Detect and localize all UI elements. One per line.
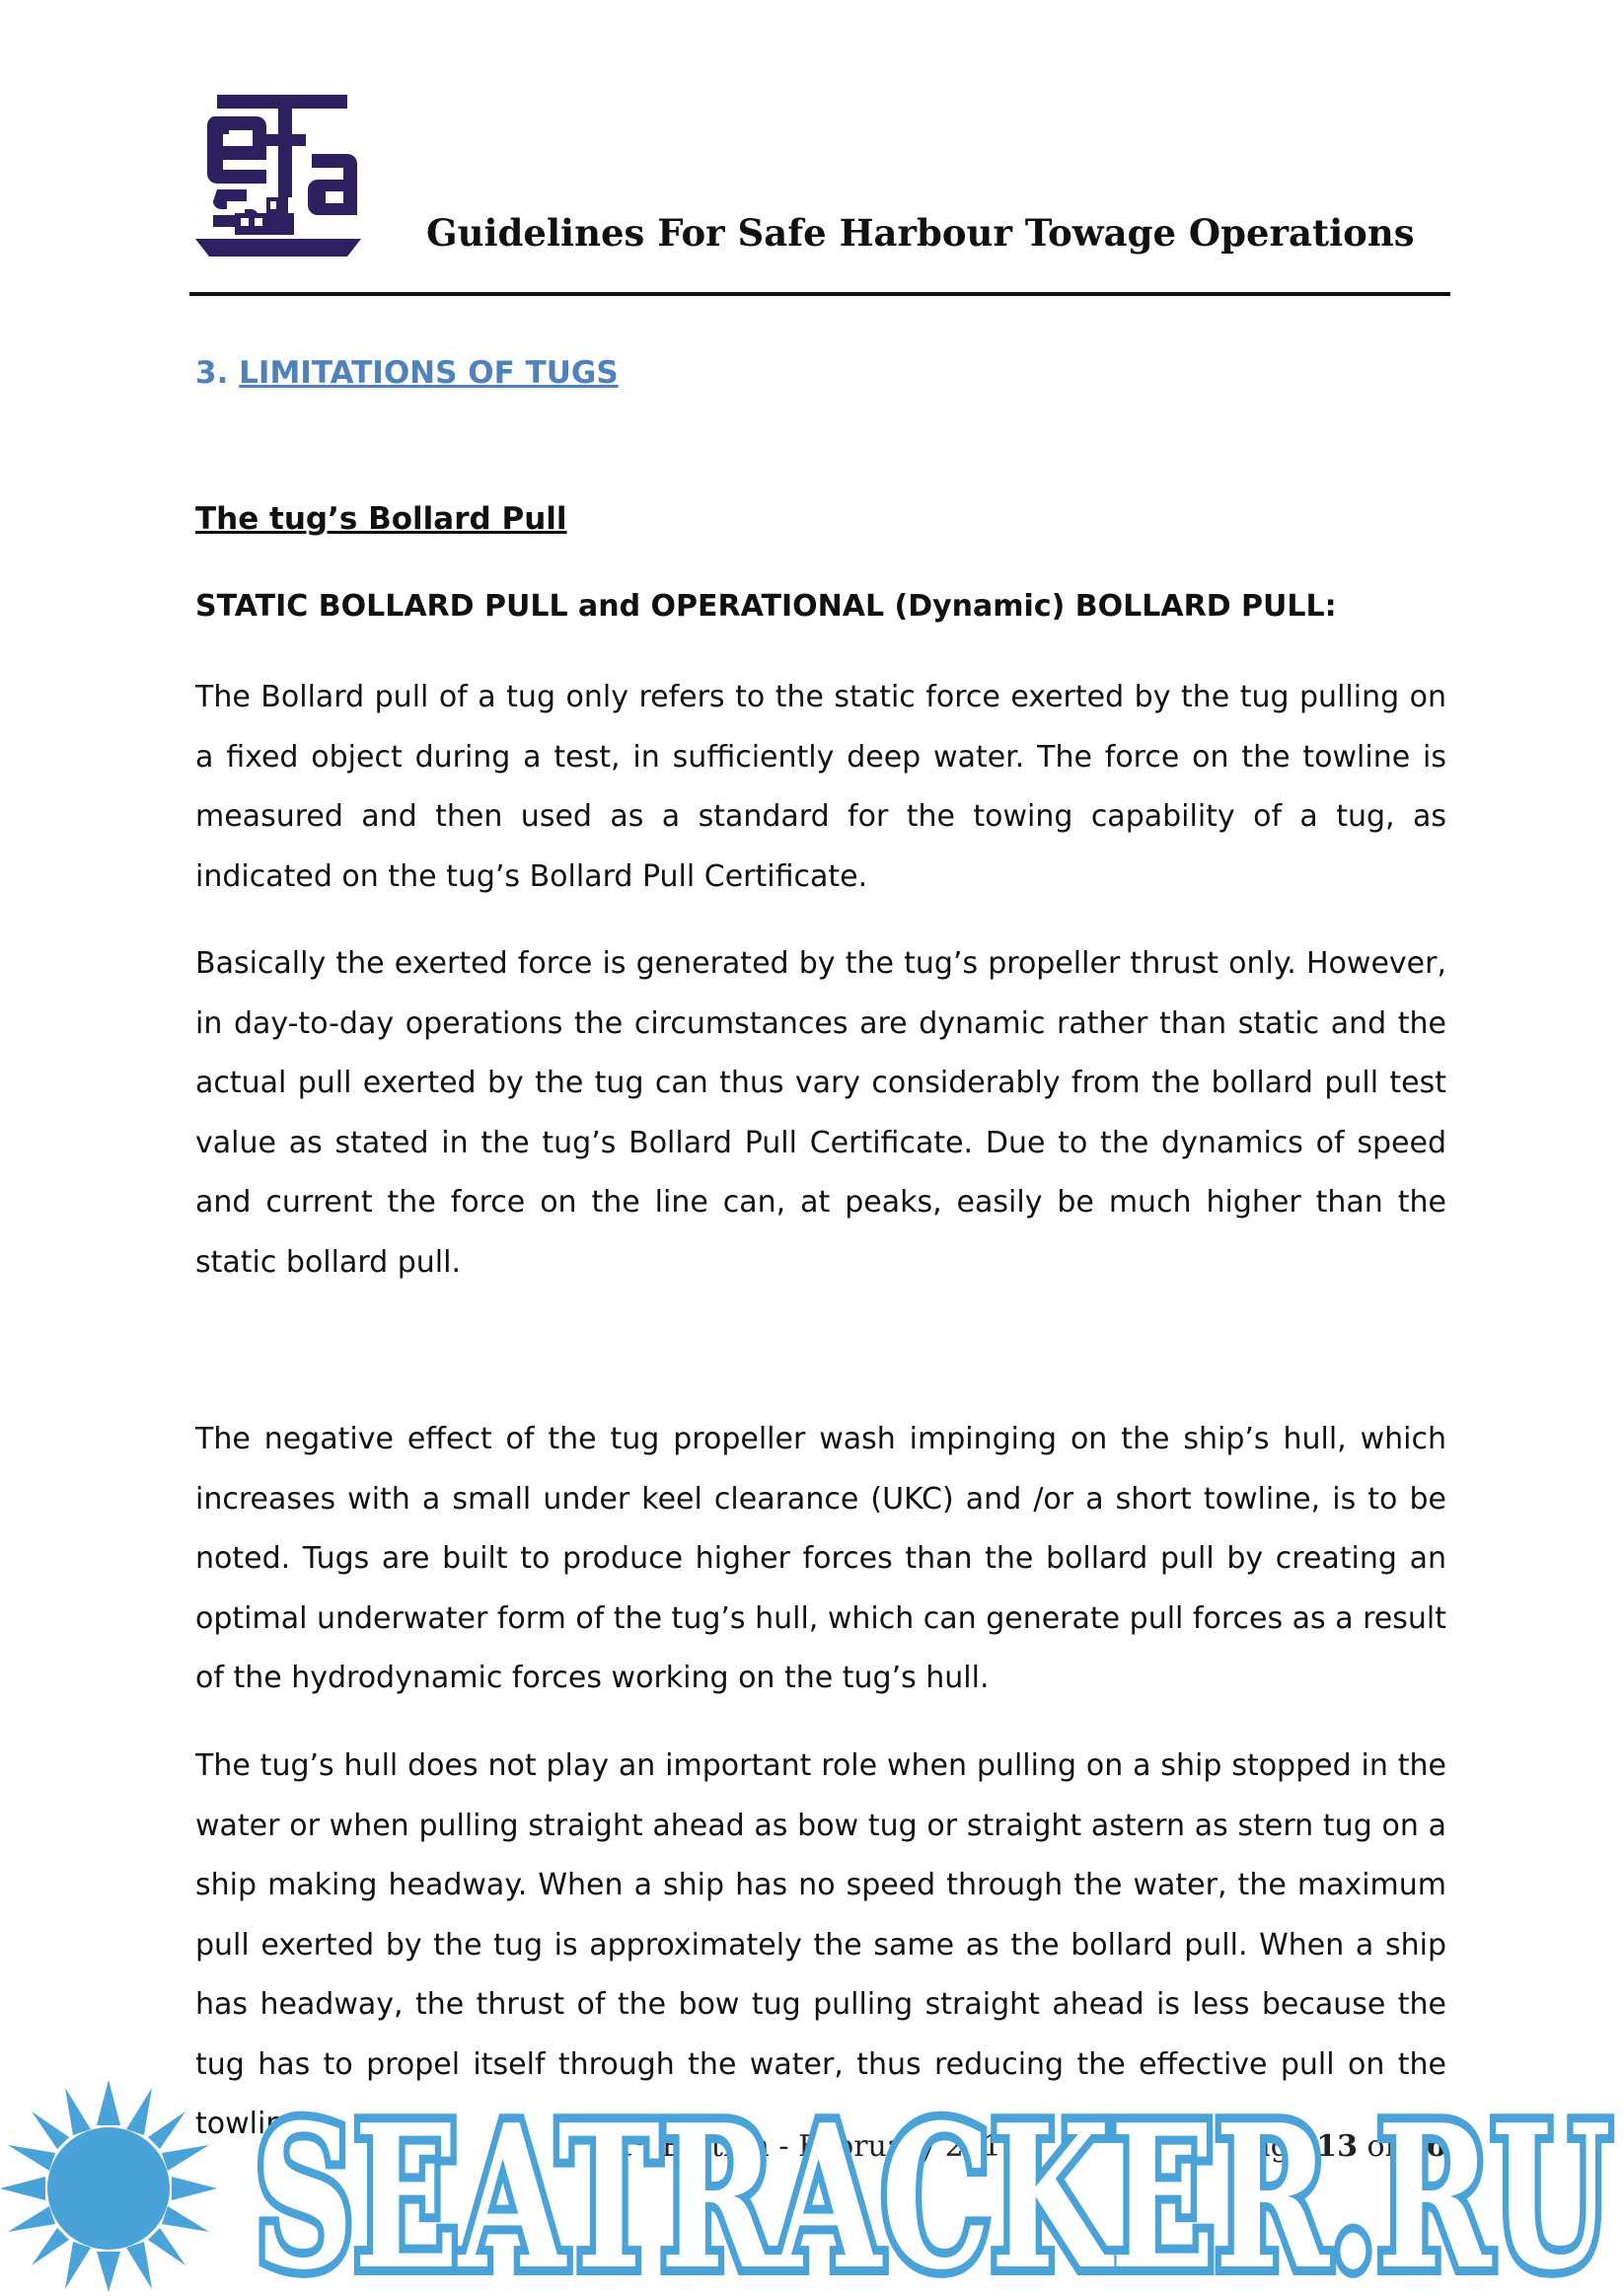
edition-suffix: st — [635, 2129, 652, 2150]
document-title: Guidelines For Safe Harbour Towage Operations — [426, 211, 1415, 255]
edition-number: 1 — [617, 2129, 636, 2164]
etta-logo-icon — [195, 95, 361, 260]
paragraph-4: The tug’s hull does not play an important role when pulling on a ship stopped in the water or when pulling straight ahead as bow tug or straight astern as stern tug on a ship making headway. When a ship has no speed through the water, the maximum pull exerted by the tug is approximately the same as the bollard pull. When a ship has headway, the thrust of the bow tug pulling straight ahead is less because the tug has to propel itself through the water, thus reducing the effective pull on the towline. — [195, 1748, 1446, 2141]
page-total: 46 — [1405, 2129, 1446, 2164]
subheading: The tug’s Bollard Pull — [195, 501, 567, 537]
watermark-label: SEATRACKER.RU — [255, 2097, 1611, 2294]
header-rule — [189, 292, 1450, 296]
paragraph-3: The negative effect of the tug propeller wash impinging on the ship’s hull, which increases with a small under keel clearance (UKC) and /or a short towline, is to be noted. Tugs are built to produce higher forces than the bollard pull by creating an optimal underwater form of the tug’s hull, which can generate pull forces as a result of the hydrodynamic forces working on the tug’s hull. — [195, 1422, 1446, 1695]
paragraph-2: Basically the exerted force is generated by the tug’s propeller thrust only. However, in day-to-day operations the circumstances are dynamic rather than static and the actual pull exerted by the tug can thus vary considerably from the bollard pull test value as stated in the tug’s Bollard Pull Certificate. Due to the dynamics of speed and current the force on the line can, at peaks, easily be much higher than the static bollard pull. — [195, 946, 1446, 1280]
sun-icon — [0, 2080, 237, 2292]
page-current: 13 — [1316, 2129, 1358, 2164]
bold-heading: STATIC BOLLARD PULL and OPERATIONAL (Dynamic) BOLLARD PULL: — [195, 589, 1337, 624]
page-of: of — [1366, 2129, 1396, 2164]
paragraph-1: The Bollard pull of a tug only refers to the static force exerted by the tug pulling on a fixed object during a test, in sufficiently deep water. The force on the towline is measured and then used as a standard for the towing capability of a tug, as indicated on the tug’s Bollard Pull Certificate. — [195, 680, 1446, 894]
edition-text: Edition - February 2015 — [661, 2129, 1020, 2164]
section-heading — [195, 355, 619, 391]
section-number: 3. — [195, 355, 229, 391]
section-title-link[interactable]: LIMITATIONS OF TUGS — [239, 355, 619, 391]
watermark-text — [255, 2097, 1616, 2294]
page-label: Page — [1234, 2129, 1307, 2164]
